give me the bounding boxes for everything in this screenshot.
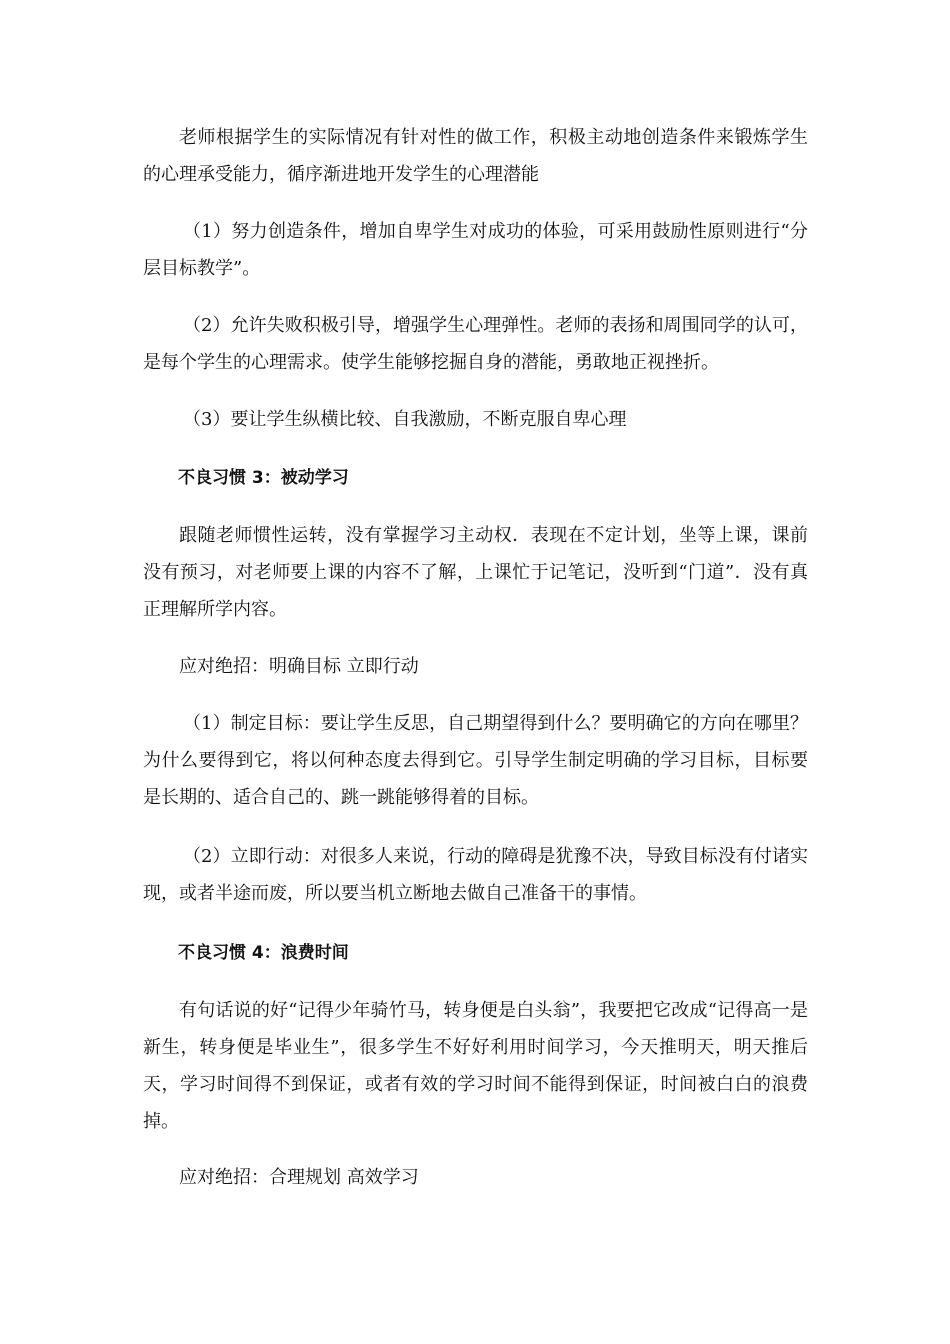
paragraph-habit-3-strategy: 应对绝招：明确目标 立即行动 bbox=[179, 656, 419, 677]
paragraph-habit-4-strategy: 应对绝招：合理规划 高效学习 bbox=[179, 1167, 419, 1188]
paragraph-intro: 老师根据学生的实际情况有针对性的做工作，积极主动地创造条件来锻炼学生的心理承受能力，循序渐进地开发学生的心理潜能 bbox=[143, 127, 808, 185]
paragraph-habit-4-description: 有句话说的好“记得少年骑竹马，转身便是白头翁”，我要把它改成“记得高一是新生，转身便是毕业生”，很多学生不好好利用时间学习，今天推明天，明天推后天，学习时间得不到保证，或者有效的学习时间不能得到保证，时间被白白的浪费掉。 bbox=[143, 1000, 808, 1132]
section-heading-habit-4: 不良习惯 4：浪费时间 bbox=[178, 943, 349, 963]
paragraph-habit-3-description: 跟随老师惯性运转，没有掌握学习主动权．表现在不定计划，坐等上课，课前没有预习，对老师要上课的内容不了解，上课忙于记笔记，没听到“门道”．没有真正理解所学内容。 bbox=[143, 525, 808, 620]
paragraph-item-2: （2）允许失败积极引导，增强学生心理弹性。老师的表扬和周围同学的认可，是每个学生的心理需求。使学生能够挖掘自身的潜能，勇敢地正视挫折。 bbox=[143, 315, 808, 373]
section-heading-habit-3: 不良习惯 3：被动学习 bbox=[178, 468, 349, 488]
paragraph-habit-3-step-1: （1）制定目标：要让学生反思，自己期望得到什么？要明确它的方向在哪里？为什么要得到它，将以何种态度去得到它。引导学生制定明确的学习目标，目标要是长期的、适合自己的、跳一跳能够得着的目标。 bbox=[143, 713, 808, 808]
paragraph-item-1: （1）努力创造条件，增加自卑学生对成功的体验，可采用鼓励性原则进行“分层目标教学”。 bbox=[143, 221, 808, 279]
paragraph-habit-3-step-2: （2）立即行动：对很多人来说，行动的障碍是犹豫不决，导致目标没有付诸实现，或者半途而废，所以要当机立断地去做自己准备干的事情。 bbox=[143, 846, 808, 904]
paragraph-item-3: （3）要让学生纵横比较、自我激励，不断克服自卑心理 bbox=[183, 409, 627, 430]
